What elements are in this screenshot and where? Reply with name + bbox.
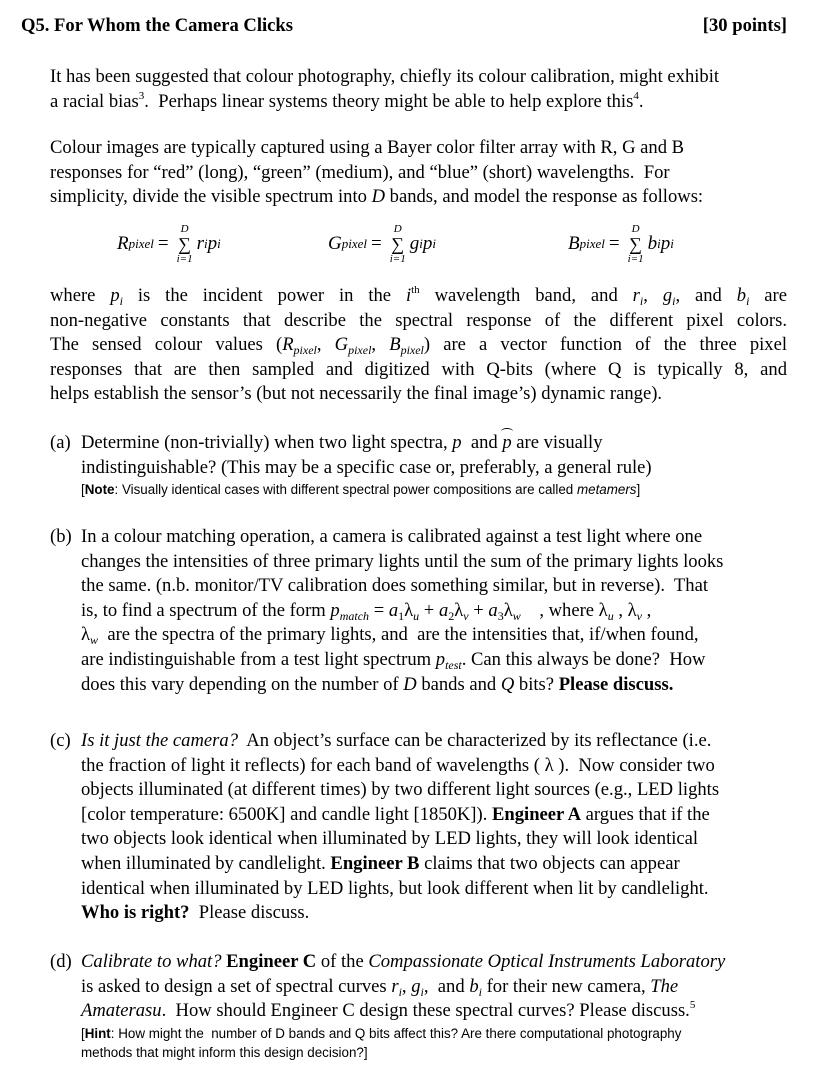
text-line <box>50 950 787 975</box>
text-segment: λ <box>503 599 513 621</box>
equation-r <box>117 216 221 272</box>
text-segment: indistinguishable? (This may be a specific case or, preferably, a general rule) <box>81 456 652 478</box>
text-segment: + <box>468 599 489 621</box>
text-segment: Engineer B <box>330 852 420 874</box>
subscript: pixel <box>400 343 424 358</box>
eq-lhs-sub: pixel <box>579 236 605 251</box>
text-line <box>50 185 787 210</box>
text-segment: , <box>401 975 412 997</box>
text-line <box>50 136 787 161</box>
text-segment: λ <box>404 599 414 621</box>
text-segment: is asked to design a set of spectral curves <box>81 975 392 997</box>
text-segment: helps establish the sensor’s (but not necessarily the final image’s) dynamic range). <box>50 383 663 405</box>
part-label: (b) <box>50 526 72 547</box>
text-segment: In a colour matching operation, a camera is calibrated against a test light where one <box>81 526 703 547</box>
eq-lhs-sub: pixel <box>341 236 367 251</box>
text-segment: ) are a vector function of the three pixel <box>423 334 788 356</box>
text-segment: Colour images are typically captured using a Bayer color filter array with R, G and B <box>50 137 685 158</box>
text-segment: p <box>330 599 340 621</box>
text-line <box>50 599 787 624</box>
sum-lower: i=1 <box>176 253 193 265</box>
text-segment: . How should Engineer C design these spectral curves? Please discuss. <box>161 1000 690 1022</box>
text-segment: a <box>388 599 399 621</box>
text-segment: are the spectra of the primary lights, and are the intensities that, if/when found, <box>98 624 699 646</box>
text-segment: when illuminated by candlelight. <box>81 852 331 874</box>
text-line <box>50 309 787 334</box>
text-segment: bands and <box>416 673 501 695</box>
eq-coef-sub: i <box>419 236 423 251</box>
text-segment: B <box>389 334 401 356</box>
text-segment: ] <box>636 482 641 498</box>
text-segment: It has been suggested that colour photography, chiefly its colour calibration, might exhibit <box>50 66 720 87</box>
text-segment: Is it just the camera? <box>81 730 238 751</box>
text-segment: Hint <box>84 1025 111 1041</box>
part-label: (c) <box>50 730 71 751</box>
text-segment: bands, and model the response as follows: <box>385 186 704 208</box>
text-line <box>50 623 787 648</box>
text-segment: where <box>50 285 111 306</box>
subscript: pixel <box>293 343 317 358</box>
subscript: i <box>746 294 750 308</box>
text-segment: , and <box>675 285 737 306</box>
text-line <box>50 975 787 1000</box>
subscript: 1 <box>398 608 405 623</box>
text-line <box>50 803 787 828</box>
text-segment: D <box>371 186 385 208</box>
text-segment: [color temperature: 6500K] and candle light [1850K]). <box>81 803 492 825</box>
summation <box>177 223 193 265</box>
text-segment: argues that if the <box>581 803 710 825</box>
eq-var-sub: i <box>217 236 221 251</box>
equation-b <box>568 216 674 272</box>
text-line <box>50 648 787 673</box>
text-segment: b <box>736 285 747 306</box>
text-segment: Please discuss. <box>189 902 310 924</box>
eq-var: p <box>422 233 433 254</box>
text-segment: , and <box>423 975 470 997</box>
text-segment: and <box>461 432 503 453</box>
text-line <box>50 852 787 877</box>
text-segment: + <box>419 599 439 621</box>
superscript: 3 <box>138 89 145 102</box>
eq-equals: = <box>608 233 620 254</box>
text-segment: Note <box>84 482 115 498</box>
text-segment: the same. (n.b. monitor/TV calibration does something similar, but in reverse). That <box>81 575 709 597</box>
eq-lhs: B <box>568 233 580 254</box>
text-segment: responses that are then sampled and digitized with Q-bits (where Q is typically 8, and <box>50 358 787 380</box>
subscript: i <box>119 294 123 308</box>
text-line <box>50 90 787 115</box>
text-segment: is, to find a spectrum of the form <box>81 599 331 621</box>
p-hat-symbol: p <box>502 431 511 456</box>
text-line <box>50 431 787 456</box>
text-segment: Engineer A <box>492 803 582 825</box>
text-segment: r <box>632 285 640 306</box>
eq-lhs-sub: pixel <box>128 236 154 251</box>
intro-paragraph <box>50 65 787 114</box>
subscript: i <box>639 294 644 308</box>
eq-lhs: R <box>117 233 129 254</box>
text-segment: [ <box>81 482 85 498</box>
text-segment: identical when illuminated by LED lights, but look different when lit by candlelight. <box>81 877 709 899</box>
text-line <box>50 574 787 599</box>
text-line <box>50 65 787 90</box>
part-c <box>50 729 787 926</box>
text-segment: . Perhaps linear systems theory might be able to help explore this <box>144 90 634 112</box>
text-segment: p <box>110 285 120 306</box>
text-segment: objects illuminated (at different times) by two different light sources (e.g., LED lights <box>81 779 720 801</box>
text-segment: does this vary depending on the number of <box>81 673 404 695</box>
sum-upper: D <box>393 223 402 235</box>
subscript: 2 <box>448 608 455 623</box>
superscript: th <box>411 284 420 296</box>
text-segment: g <box>411 975 421 997</box>
text-segment: a <box>488 599 498 621</box>
eq-coef-sub: i <box>203 236 208 251</box>
text-segment: metamers <box>576 482 637 498</box>
text-segment: claims that two objects can appear <box>419 852 680 874</box>
text-line <box>50 333 787 358</box>
text-segment: g <box>662 285 673 306</box>
text-segment: Compassionate Optical Instruments Laboratory <box>368 951 726 972</box>
summation <box>390 223 406 265</box>
eq-coef: g <box>409 233 420 254</box>
text-line <box>50 550 787 575</box>
eq-coef: b <box>647 233 658 254</box>
model-paragraph <box>50 136 787 210</box>
text-segment: Calibrate to what? <box>81 951 222 972</box>
subscript: i <box>398 984 402 999</box>
part-a <box>50 431 787 499</box>
text-segment: are visually <box>511 432 603 453</box>
text-segment: Who is right? <box>81 902 190 924</box>
text-segment: Engineer C <box>226 951 317 972</box>
text-segment: . Can this always be done? How <box>461 648 706 670</box>
text-line <box>50 382 787 407</box>
text-segment: R <box>282 334 294 356</box>
eq-lhs: G <box>328 233 342 254</box>
text-segment: The <box>650 975 679 997</box>
text-line <box>50 729 787 754</box>
part-d <box>50 950 787 1062</box>
text-segment: are indistinguishable from a test light spectrum <box>81 648 436 670</box>
text-line <box>50 778 787 803</box>
text-segment: non-negative constants that describe the spectral response of the different pixel colors. <box>50 309 787 331</box>
subscript: match <box>339 608 370 623</box>
text-segment: p <box>452 432 462 453</box>
sum-lower: i=1 <box>627 253 644 265</box>
text-segment: two objects look identical when illuminated by LED lights, they will look identical <box>81 828 699 850</box>
eq-equals: = <box>371 233 382 254</box>
sum-lower: i=1 <box>389 253 406 265</box>
subscript: w <box>512 608 521 623</box>
text-line <box>50 901 787 926</box>
text-segment: b <box>469 975 479 997</box>
subscript: test <box>445 657 462 672</box>
text-segment: , <box>642 599 652 621</box>
text-line <box>50 161 787 186</box>
text-segment: responses for “red” (long), “green” (medium), and “blue” (short) wavelengths. For <box>50 161 670 183</box>
subscript: 3 <box>497 608 504 623</box>
sigma-symbol: ∑ <box>629 234 642 254</box>
text-segment: wavelength band, and <box>419 285 633 306</box>
text-line <box>50 877 787 902</box>
subscript: pixel <box>348 343 372 358</box>
eq-equals: = <box>157 233 169 254</box>
text-segment: G <box>334 334 349 356</box>
text-segment: for their new camera, <box>481 975 651 997</box>
text-line <box>50 358 787 383</box>
sigma-symbol: ∑ <box>178 234 191 254</box>
sum-upper: D <box>180 223 189 235</box>
superscript: 5 <box>689 999 696 1012</box>
text-segment: p <box>435 648 446 670</box>
text-line <box>50 525 787 550</box>
text-segment: bits? <box>514 673 559 695</box>
text-segment: the fraction of light it reflects) for each band of wavelengths ( λ ). Now consider two <box>81 754 715 776</box>
text-segment: Q <box>500 673 515 695</box>
text-segment: a <box>438 599 449 621</box>
subscript: i <box>672 294 676 308</box>
text-segment: , where λ <box>520 599 608 621</box>
text-segment: λ <box>81 624 91 646</box>
part-label: (d) <box>50 951 72 972</box>
eq-var-sub: i <box>432 236 436 251</box>
text-segment: simplicity, divide the visible spectrum into <box>50 186 372 208</box>
text-segment: Determine (non-trivially) when two light spectra, <box>81 432 453 453</box>
summation <box>628 223 644 265</box>
part-b <box>50 525 787 697</box>
text-line <box>50 284 787 309</box>
equation-g <box>328 216 436 272</box>
text-segment: is the incident power in the <box>122 285 406 306</box>
text-line <box>50 1024 787 1043</box>
subscript: v <box>463 608 469 623</box>
text-line <box>50 1043 787 1062</box>
text-segment: , <box>371 334 390 356</box>
text-line <box>50 827 787 852</box>
text-line <box>50 480 787 499</box>
text-segment: , <box>643 285 663 306</box>
subscript: i <box>420 984 424 999</box>
eq-var: p <box>660 233 671 254</box>
question-title: Q5. For Whom the Camera Clicks <box>21 15 293 36</box>
text-segment: [ <box>81 1025 85 1041</box>
text-segment: , λ <box>613 599 637 621</box>
definitions-paragraph <box>50 284 787 407</box>
text-segment: D <box>403 673 417 695</box>
eq-var: p <box>207 233 218 254</box>
text-segment: λ <box>454 599 464 621</box>
text-segment: r <box>391 975 399 997</box>
text-segment: : Visually identical cases with different spectral power compositions are called <box>114 482 577 498</box>
subscript: i <box>478 984 482 999</box>
subscript: u <box>413 608 420 623</box>
text-segment: changes the intensities of three primary lights until the sum of the primary lights looks <box>81 550 724 572</box>
text-segment: : How might the number of D bands and Q bits affect this? Are there computational photography <box>110 1025 682 1041</box>
subscript: v <box>636 608 642 623</box>
text-segment: Amaterasu <box>81 1000 162 1022</box>
part-label: (a) <box>50 432 71 453</box>
text-segment: An object’s surface can be characterized by its reflectance (i.e. <box>238 730 712 751</box>
text-segment: methods that might inform this design decision?] <box>81 1044 368 1060</box>
eq-var-sub: i <box>670 236 674 251</box>
text-line <box>50 456 787 481</box>
text-line <box>50 999 787 1024</box>
sigma-symbol: ∑ <box>391 234 405 254</box>
response-equations <box>0 216 816 272</box>
text-segment: = <box>369 599 389 621</box>
text-segment: , <box>316 334 335 356</box>
subscript: w <box>90 633 99 648</box>
points-label: [30 points] <box>702 15 787 36</box>
subscript: u <box>607 608 614 623</box>
text-segment: . <box>638 90 644 112</box>
text-segment: i <box>405 285 412 306</box>
text-line <box>50 754 787 779</box>
eq-coef-sub: i <box>657 236 661 251</box>
text-segment: are <box>749 285 788 306</box>
text-segment: The sensed colour values ( <box>50 334 283 356</box>
text-segment: a racial bias <box>50 90 139 112</box>
text-line <box>50 673 787 698</box>
sum-upper: D <box>631 223 640 235</box>
eq-coef: r <box>196 233 204 254</box>
text-segment: of the <box>316 951 369 972</box>
text-segment: Please discuss. <box>558 673 674 695</box>
superscript: 4 <box>633 89 639 102</box>
